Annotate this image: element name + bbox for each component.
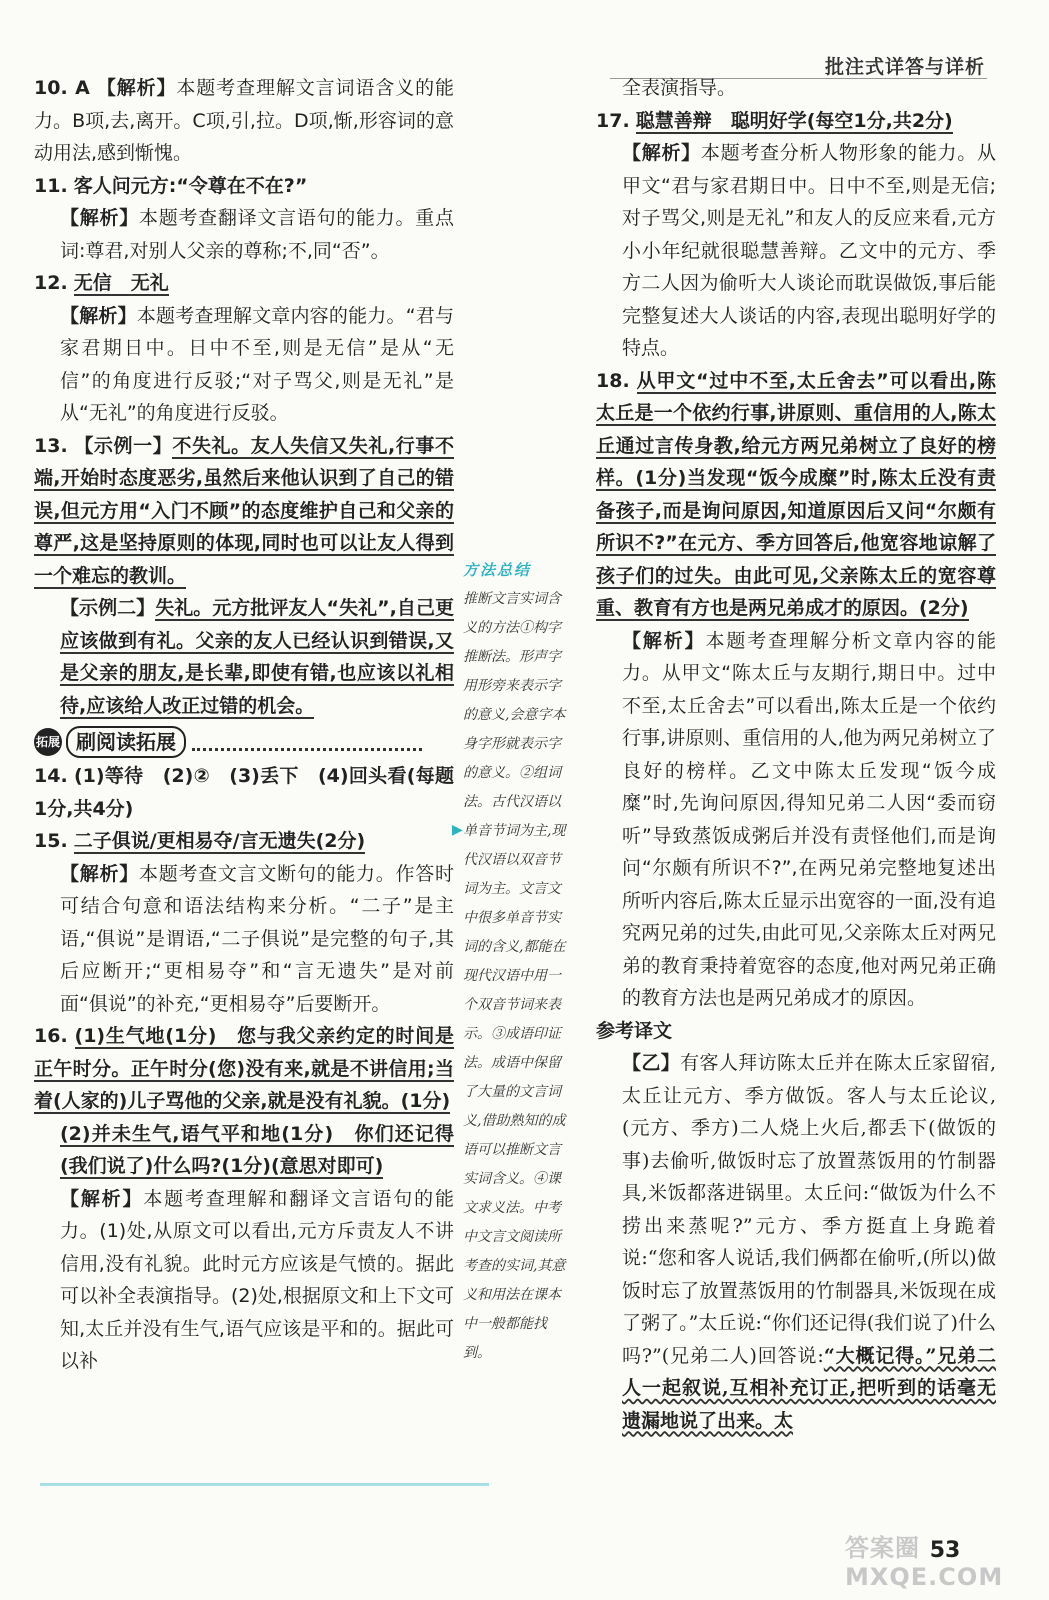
q16-part-1: 16. (1)生气地(1分) 您与我父亲约定的时间是正午时分。正午时分(您)没有来,就是不讲信用;当着(人家的)儿子骂他的父亲,就是没有礼貌。(1分) [34, 1025, 454, 1112]
q12-answer: 无信 无礼 [73, 272, 169, 294]
q18-analysis: 【解析】本题考查理解分析文章内容的能力。从甲文“陈太丘与友期行,期日中。过中不至,太丘舍去”可以看出,陈太丘是一个依约行事,讲原则、重信用的人,他为两兄弟树立了良好的榜样。乙文中陈太丘发现“饭今成糜”时,先询问原因,得知兄弟二人因“委而窃听”导致蒸饭成粥后并没有责怪他们,而是询问“尔颇有所识不?”,在两兄弟完整地复述出所听内容后,陈太丘显示出宽容的一面,没有追究两兄弟的过失,由此可见,父亲陈太丘对两兄弟的教育秉持着宽容的态度,他对两兄弟正确的教育方法也是两兄弟成才的原因。 [622, 629, 996, 1009]
q10: 10. A 【解析】本题考查理解文言词语含义的能力。B项,去,离开。C项,引,拉。D项,惭,形容词的意动用法,感到惭愧。 [34, 77, 454, 164]
method-summary-title: 方法总结 [463, 561, 532, 579]
header-title: 批注式详答与详析 [824, 56, 985, 78]
wavy-underlined-text: “大概记得。”兄弟二人一起叙说,互相补充订正,把听到的话毫无遗漏地说了出来。太 [622, 1344, 996, 1432]
method-summary-sidebar [463, 556, 571, 1368]
reference-translation-title: 参考译文 [596, 1019, 673, 1042]
q18: 18. 从甲文“过中不至,太丘舍去”可以看出,陈太丘是一个依约行事,讲原则、重信用的人,陈太丘通过言传身教,给元方两兄弟树立了良好的榜样。(1分)当发现“饭今成糜”时,陈太丘没有责备孩子,而是询问原因,知道原因后又问“尔颇有所识不?”在元方、季方回答后,他宽容地谅解了孩子们的过失。由此可见,父亲陈太丘的宽容尊重、教育有方也是两兄弟成才的原因。(2分) [596, 369, 996, 619]
q17: 17. 聪慧善辩 聪明好学(每空1分,共2分) [596, 109, 953, 132]
q12-analysis: 【解析】本题考查理解文章内容的能力。“君与家君期日中。日中不至,则是无信”是从“无信”的角度进行反驳;“对子骂父,则是无礼”是从“无礼”的角度进行反驳。 [60, 304, 454, 424]
q16-analysis: 【解析】本题考查理解和翻译文言语句的能力。(1)处,从原文可以看出,元方斥责友人不讲信用,没有礼貌。此时元方应该是气愤的。据此可以补全表演指导。(2)处,根据原文和上下文可知,太丘并没有生气,语气应该是平和的。据此可以补 [60, 1187, 454, 1372]
left-column [34, 72, 454, 1378]
section-icon: 拓展 [34, 728, 62, 756]
q11-answer: 客人问元方:“令尊在不在?” [73, 174, 308, 197]
q15: 15. 二子俱说/更相易夺/言无遗失(2分) [34, 830, 366, 852]
q11: 11. 客人问元方:“令尊在不在?” [34, 174, 308, 197]
q16-part-2: (2)并未生气,语气平和地(1分) 你们还记得(我们说了)什么吗?(1分)(意思对即可) [60, 1122, 454, 1177]
footer-line [40, 1483, 489, 1486]
right-column [596, 72, 996, 1437]
watermark: 答案圈 MXQE.COM [845, 1534, 1004, 1591]
q17-analysis: 【解析】本题考查分析人物形象的能力。从甲文“君与家君期日中。日中不至,则是无信;对子骂父,则是无礼”和友人的反应来看,元方小小年纪就很聪慧善辩。乙文中的元方、季方二人因为偷听大人谈论而耽误做饭,事后能完整复述大人谈话的内容,表现出聪明好学的特点。 [622, 142, 996, 359]
section-label: 刷阅读拓展 [66, 726, 186, 758]
q13-example-1: 13. 【示例一】不失礼。友人失信又失礼,行事不端,开始时态度恶劣,虽然后来他认识到了自己的错误,但元方用“入门不顾”的态度维护自己和父亲的尊严,这是坚持原则的体现,同时也可以让友人得到一个难忘的教训。 [34, 434, 454, 587]
q15-analysis: 【解析】本题考查文言文断句的能力。作答时可结合句意和语法结构来分析。“二子”是主语,“俱说”是谓语,“二子俱说”是完整的句子,其后应断开;“更相易夺”和“言无遗失”是对前面“俱说”的补充,“更相易夺”后要断开。 [60, 862, 454, 1015]
q11-analysis: 【解析】本题考查翻译文言语句的能力。重点词:尊君,对别人父亲的尊称;不,同“否”。 [60, 207, 454, 262]
method-summary-text: 推断文言实词含义的方法①构字推断法。形声字用形旁来表示字的意义,会意字本身字形就表示字的意义。②组词法。古代汉语以单音节词为主,现代汉语以双音节词为主。文言文中很多单音节实词的含义,都能在现代汉语中用一个双音节词来表示。③成语印证法。成语中保留了大量的文言词义,借助熟知的成语可以推断文言实词含义。④课文求义法。中考中文言文阅读所考查的实词,其意义和用法在课本中一般都能找到。 [463, 591, 566, 1361]
q13-example-2: 【示例二】失礼。元方批评友人“失礼”,自己更应该做到有礼。父亲的友人已经认识到错误,又是父亲的朋友,是长辈,即使有错,也应该以礼相待,应该给人改正过错的机会。 [60, 597, 454, 717]
q14: 14. (1)等待 (2)② (3)丢下 (4)回头看(每题1分,共4分) [34, 765, 454, 820]
reference-translation: 【乙】有客人拜访陈太丘并在陈太丘家留宿,太丘让元方、季方做饭。客人与太丘论议,(元方、季方)二人烧上火后,都丢下(做饭的事)去偷听,做饭时忘了放置蒸饭用的竹制器具,米饭都落进锅里。太丘问:“做饭为什么不捞出来蒸呢?”元方、季方挺直上身跪着说:“您和客人说话,我们俩都在偷听,(所以)做饭时忘了放置蒸饭用的竹制器具,米饭现在成了粥了。”太丘说:“你们还记得(我们说了)什么吗?”(兄弟二人)回答说:“大概记得。”兄弟二人一起叙说,互相补充订正,把听到的话毫无遗漏地说了出来。太 [622, 1052, 996, 1432]
dotted-leader [192, 734, 422, 751]
page-number: 53 [929, 1538, 961, 1563]
q12: 12. 无信 无礼 [34, 272, 169, 294]
pointer-arrow-icon: ▶ [452, 822, 463, 838]
q16-continued: 全表演指导。 [622, 77, 737, 99]
section-reading-extension [34, 726, 422, 758]
